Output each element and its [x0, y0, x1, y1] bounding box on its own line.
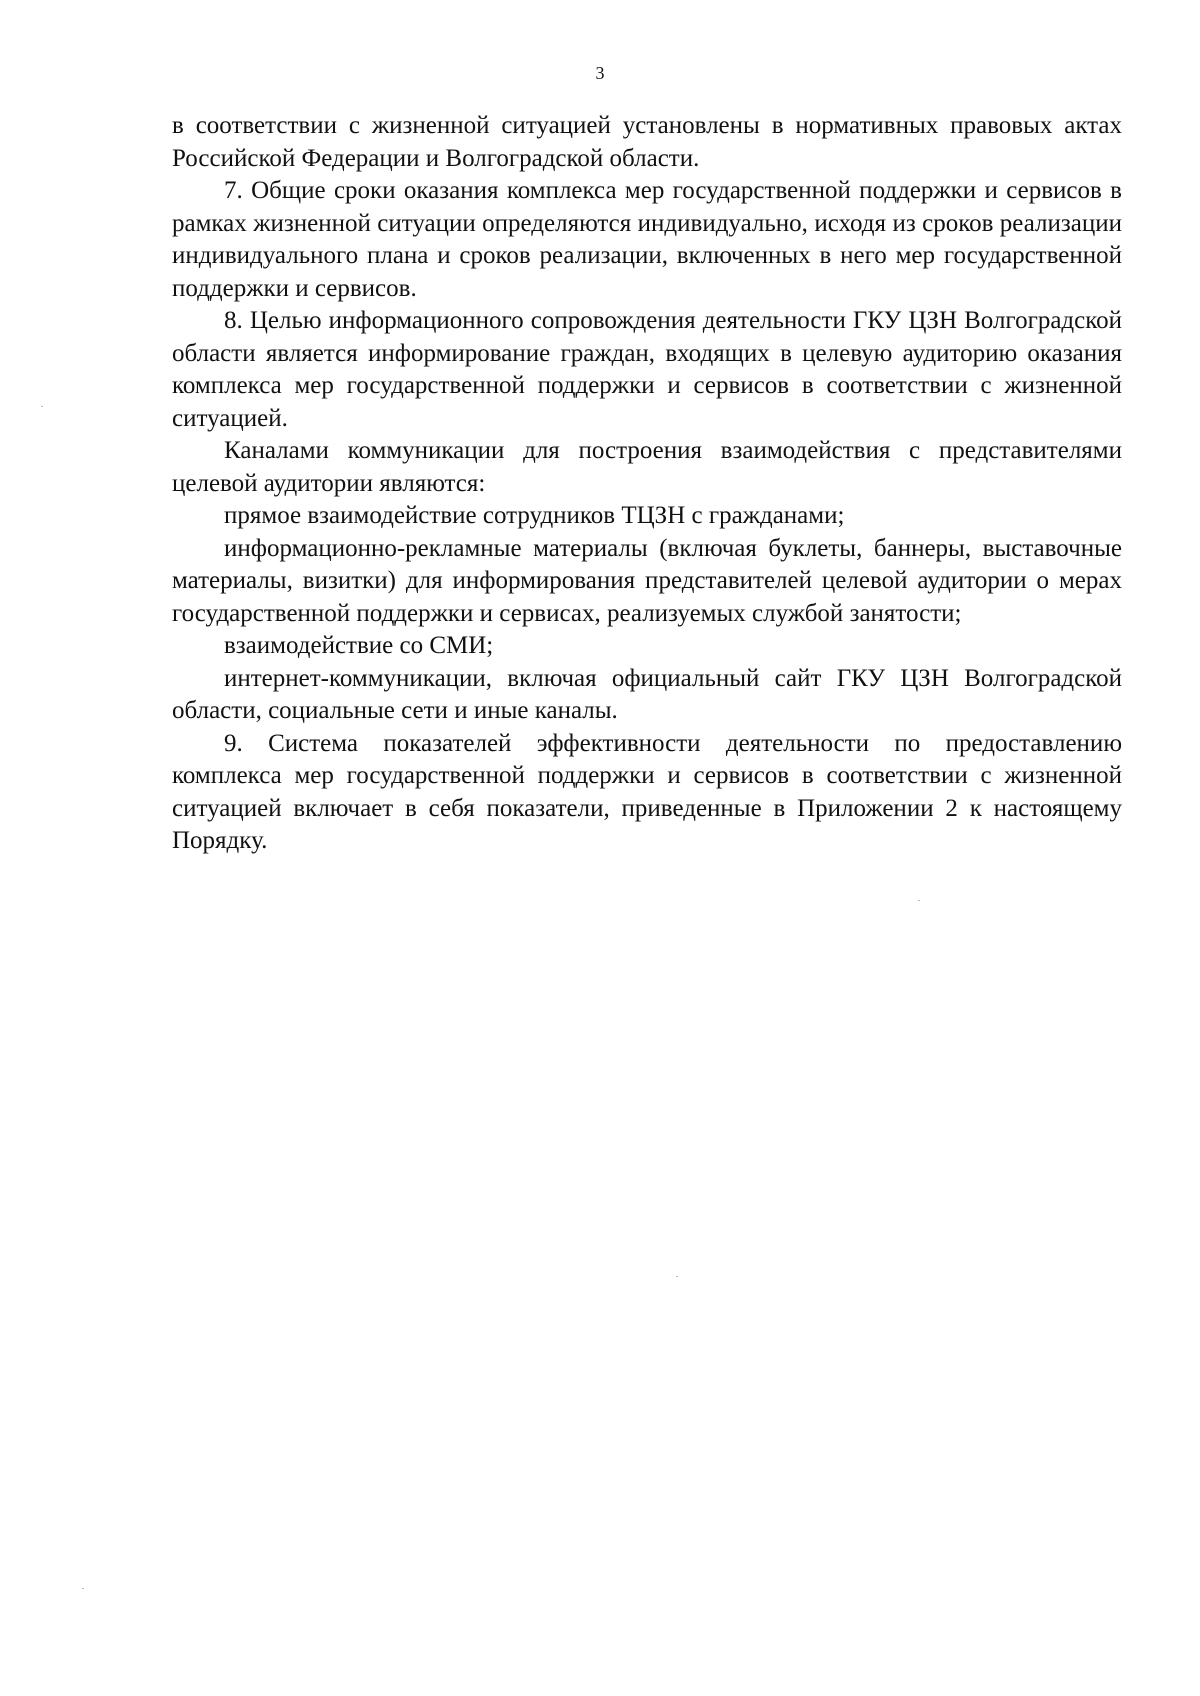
- scan-speck: [41, 406, 43, 407]
- list-item-media-interaction: взаимодействие со СМИ;: [224, 632, 494, 659]
- list-item-internet-communications: интернет-коммуникации, включая официальный сайт ГКУ ЦЗН Волгоградской области, социальные сети и иные каналы.: [172, 664, 1122, 724]
- scan-speck: [918, 900, 920, 901]
- paragraph-channels-intro: Каналами коммуникации для построения взаимодействия с представителями целевой аудитории являются:: [172, 437, 1122, 497]
- scan-speck: [676, 1276, 678, 1277]
- paragraph-continuation: в соответствии с жизненной ситуацией установлены в нормативных правовых актах Российской Федерации и Волгоградской области.: [172, 112, 1122, 172]
- list-item-direct-interaction: прямое взаимодействие сотрудников ТЦЗН с гражданами;: [224, 502, 845, 529]
- paragraph-8: 8. Целью информационного сопровождения деятельности ГКУ ЦЗН Волгоградской области является информирование граждан, входящих в целевую аудиторию оказания комплекса мер государственной поддержки и сервисов в соответствии с жизненной ситуацией.: [172, 307, 1122, 432]
- scan-speck: [82, 1588, 84, 1589]
- list-item-advertising-materials: информационно-рекламные материалы (включая буклеты, баннеры, выставочные материалы, визитки) для информирования представителей целевой аудитории о мерах государственной поддержки и сервисах, реализуемых службой занятости;: [172, 534, 1122, 627]
- paragraph-9: 9. Система показателей эффективности деятельности по предоставлению комплекса мер государственной поддержки и сервисов в соответствии с жизненной ситуацией включает в себя показатели, приведенные в Приложении 2 к настоящему Порядку.: [172, 729, 1122, 854]
- document-body: [172, 110, 1122, 858]
- page-number: 3: [595, 63, 605, 83]
- paragraph-7: 7. Общие сроки оказания комплекса мер государственной поддержки и сервисов в рамках жизненной ситуации определяются индивидуально, исходя из сроков реализации индивидуального плана и сроков реализации, включенных в него мер государственной поддержки и сервисов.: [172, 177, 1122, 302]
